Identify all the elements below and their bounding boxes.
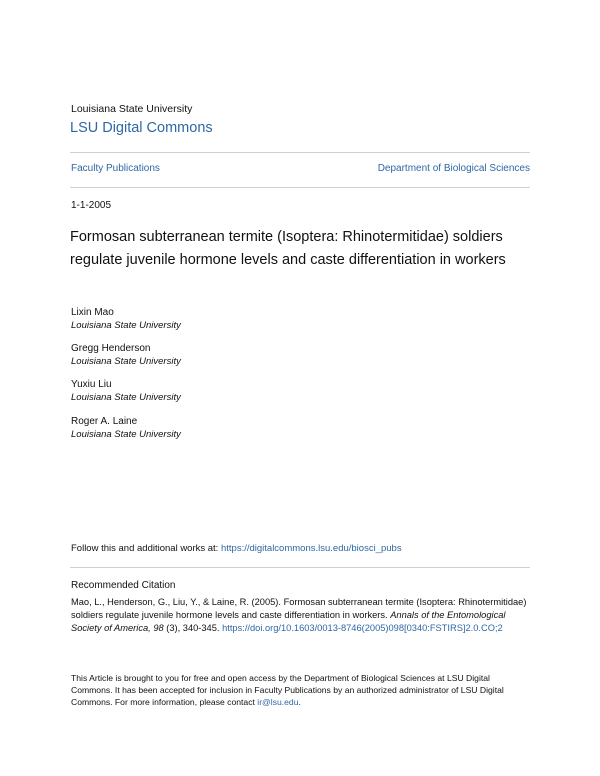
- recommended-citation-heading: Recommended Citation: [71, 580, 176, 591]
- faculty-publications-link[interactable]: Faculty Publications: [71, 163, 160, 174]
- citation-part: (3), 340-345.: [163, 623, 223, 633]
- author-name: Roger A. Laine: [71, 416, 138, 427]
- publication-date: 1-1-2005: [71, 200, 112, 211]
- author-affiliation: Louisiana State University: [71, 320, 181, 331]
- follow-text: Follow this and additional works at:: [71, 543, 221, 554]
- citation-text: [71, 596, 531, 635]
- institution-name: Louisiana State University: [71, 103, 193, 115]
- author-block: [71, 342, 181, 368]
- divider: [70, 152, 530, 153]
- author-affiliation: Louisiana State University: [71, 392, 181, 403]
- author-block: [71, 415, 181, 441]
- citation-part: Mao, L., Henderson, G., Liu, Y., & Laine, R. (2005). Formosan subterranean termite (Isoptera: Rhinotermitidae) soldiers regulate juvenile hormone levels and caste differentiation in workers.: [71, 597, 527, 620]
- notice-end: .: [298, 697, 301, 707]
- department-link[interactable]: Department of Biological Sciences: [377, 163, 530, 174]
- doi-link[interactable]: https://doi.org/10.1603/0013-8746(2005)098[0340:FSTIRS]2.0.CO;2: [222, 623, 503, 633]
- author-affiliation: Louisiana State University: [71, 429, 181, 440]
- collection-link[interactable]: https://digitalcommons.lsu.edu/biosci_pubs: [220, 543, 402, 554]
- contact-email-link[interactable]: ir@lsu.edu: [257, 697, 299, 707]
- author-block: [71, 378, 181, 404]
- author-block: [71, 306, 181, 332]
- author-affiliation: Louisiana State University: [71, 356, 181, 367]
- repository-link[interactable]: LSU Digital Commons: [70, 120, 213, 136]
- author-name: Yuxiu Liu: [71, 379, 112, 390]
- follow-line: [71, 543, 402, 554]
- access-notice: [71, 672, 531, 708]
- article-title: Formosan subterranean termite (Isoptera: Rhinotermitidae) soldiers regulate juvenile hormone levels and caste differentiation in workers: [70, 229, 506, 268]
- divider: [70, 567, 530, 568]
- author-name: Lixin Mao: [71, 307, 114, 318]
- author-name: Gregg Henderson: [71, 343, 151, 354]
- divider: [70, 187, 530, 188]
- notice-text: This Article is brought to you for free and open access by the Department of Biological Sciences at LSU Digital Commons. It has been accepted for inclusion in Faculty Publications by an authorized administrator of LSU Digital Commons. For more information, please contact: [71, 673, 504, 707]
- journal-name: Annals of the Entomological Society of America, 98: [71, 610, 506, 633]
